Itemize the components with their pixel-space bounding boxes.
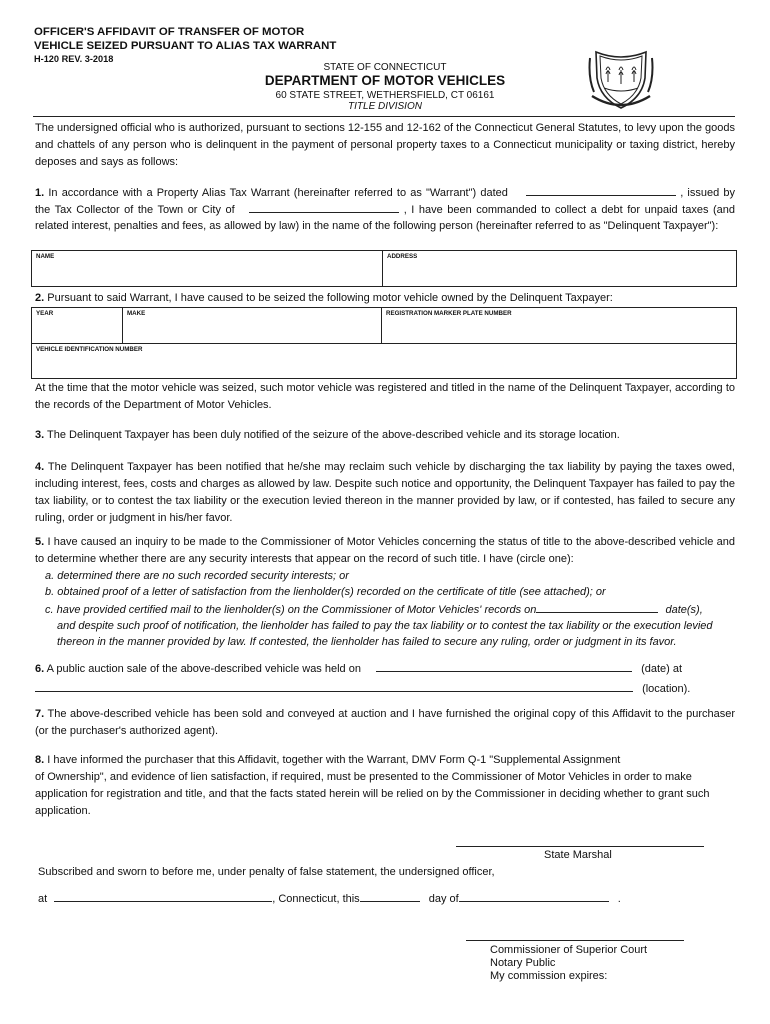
connecticut-state-seal-icon	[588, 48, 654, 112]
marshal-label: State Marshal	[544, 849, 612, 861]
oath-month-year-field[interactable]	[459, 890, 609, 902]
section-5-options	[45, 568, 737, 650]
oath-day-field[interactable]	[360, 890, 420, 902]
option-c-line-3: thereon in the manner provided by law. If contested, the lienholder has failed to secure any ruling, order or judgment in its favor.	[57, 636, 677, 649]
option-c-text: c. have provided certified mail to the lienholder(s) on the Commissioner of Motor Vehicles' records on	[45, 603, 537, 616]
section-1-text-a: In accordance with a Property Alias Tax Warrant (hereinafter referred to as "Warrant") dated	[48, 187, 508, 199]
section-1-number: 1.	[35, 187, 45, 199]
header-divider	[33, 116, 735, 117]
location-label: (location).	[642, 683, 691, 695]
commissioner-block	[490, 944, 647, 983]
form-revision: H-120 REV. 3-2018	[34, 54, 114, 64]
taxpayer-address-cell[interactable]	[383, 251, 737, 287]
department-address: 60 STATE STREET, WETHERSFIELD, CT 06161	[275, 90, 495, 101]
section-4-number: 4.	[35, 461, 45, 473]
vehicle-table	[31, 307, 737, 379]
section-2-after: At the time that the motor vehicle was seized, such motor vehicle was registered and titled in the name of the Delinquent Taxpayer, according to the records of the Department of Motor Vehicles.	[35, 382, 735, 411]
division-name: TITLE DIVISION	[348, 101, 422, 112]
department-name: DEPARTMENT OF MOTOR VEHICLES	[264, 73, 506, 88]
option-a[interactable]: a. determined there are no such recorded security interests; or	[45, 570, 349, 582]
commissioner-signature-line[interactable]	[466, 940, 684, 941]
section-8-line-1	[35, 752, 735, 769]
option-c[interactable]	[45, 601, 737, 618]
connecticut-this-label: , Connecticut, this	[272, 893, 360, 905]
section-7-text: The above-described vehicle has been sold and conveyed at auction and I have furnished the original copy of this Affidavit to the purchaser (or the purchaser's authorized agent).	[35, 708, 736, 737]
auction-date-field[interactable]	[376, 660, 632, 672]
oath-line	[38, 890, 621, 906]
year-label: YEAR	[36, 310, 54, 317]
certified-mail-date-field[interactable]	[536, 601, 658, 613]
taxpayer-table	[31, 250, 737, 287]
section-6-line-2	[35, 680, 735, 698]
form-title-line-1: OFFICER'S AFFIDAVIT OF TRANSFER OF MOTOR	[34, 26, 305, 38]
option-b[interactable]: b. obtained proof of a letter of satisfaction from the lienholder(s) recorded on the certificate of title (see attached); or	[45, 586, 606, 599]
vehicle-year-cell[interactable]	[32, 308, 123, 344]
oath-location-field[interactable]	[54, 890, 272, 902]
vin-label: VEHICLE IDENTIFICATION NUMBER	[36, 346, 143, 353]
option-c-end: date(s),	[665, 603, 703, 616]
section-8-line1: I have informed the purchaser that this Affidavit, together with the Warrant, DMV Form Q-1 "Supplemental Assignment	[47, 754, 621, 766]
section-5-text: I have caused an inquiry to be made to the Commissioner of Motor Vehicles concerning the status of title to the above-described vehicle and to determine whether there are any security interests that appear on the record of such title. I have (circle one):	[35, 536, 735, 565]
town-city-field[interactable]	[249, 201, 399, 213]
state-name: STATE OF CONNECTICUT	[323, 62, 447, 73]
section-1-line-1	[35, 184, 735, 202]
section-5-number: 5.	[35, 536, 45, 548]
section-6-number: 6.	[35, 663, 45, 675]
section-7-number: 7.	[35, 708, 45, 720]
section-1-text-c: the Tax Collector of the Town or City of	[35, 204, 235, 216]
date-at-label: (date) at	[641, 663, 683, 675]
option-c-line-2: and despite such proof of notification, the lienholder has failed to pay the tax liability or to contest the tax liability or the execution levied	[57, 619, 713, 632]
marshal-signature-line[interactable]	[456, 846, 704, 847]
warrant-date-field[interactable]	[526, 184, 676, 196]
section-5	[35, 534, 735, 568]
sworn-statement: Subscribed and sworn to before me, under penalty of false statement, the undersigned officer,	[38, 866, 495, 878]
notary-label: Notary Public	[490, 957, 556, 969]
at-label: at	[38, 893, 48, 905]
section-3	[35, 427, 735, 444]
section-7	[35, 706, 735, 740]
vin-cell[interactable]	[32, 344, 737, 379]
form-title	[34, 26, 336, 53]
form-title-line-2: VEHICLE SEIZED PURSUANT TO ALIAS TAX WARRANT	[34, 39, 337, 52]
name-label: NAME	[36, 253, 55, 260]
auction-location-field[interactable]	[35, 680, 633, 692]
taxpayer-name-cell[interactable]	[32, 251, 383, 287]
section-8-rest: of Ownership", and evidence of lien satisfaction, if required, must be presented to the Commissioner of Motor Vehicles in order to make application for registration and title, and that the facts stated herein will be relied on by the Commissioner in deciding whether to grant such application.	[35, 771, 710, 817]
address-label: ADDRESS	[387, 253, 418, 260]
section-3-text: The Delinquent Taxpayer has been duly notified of the seizure of the above-described vehicle and its storage location.	[47, 429, 620, 441]
commissioner-label: Commissioner of Superior Court	[490, 944, 648, 956]
section-1-text-b: , issued by	[680, 187, 736, 199]
section-6-text: A public auction sale of the above-described vehicle was held on	[46, 663, 361, 675]
plate-number-cell[interactable]	[382, 308, 737, 344]
make-label: MAKE	[127, 310, 146, 317]
section-6-line-1	[35, 660, 735, 678]
period: .	[617, 893, 621, 905]
commission-expires-label: My commission expires:	[490, 970, 608, 982]
section-3-number: 3.	[35, 429, 45, 441]
day-of-label: day of	[428, 893, 459, 905]
vehicle-make-cell[interactable]	[123, 308, 382, 344]
section-2-number: 2.	[35, 292, 45, 304]
intro-paragraph: The undersigned official who is authorized, pursuant to sections 12-155 and 12-162 of the Connecticut General Statutes, to levy upon the goods and chattels of any person who is delinquent in the payment of personal property taxes to a Connecticut municipality or taxing district, hereby deposes and says as follows:	[35, 122, 735, 168]
section-4	[35, 459, 735, 527]
section-2-text: Pursuant to said Warrant, I have caused to be seized the following motor vehicle owned by the Delinquent Taxpayer:	[47, 292, 613, 304]
section-4-text: The Delinquent Taxpayer has been notified that he/she may reclaim such vehicle by discharging the tax liability by paying the taxes owed, including interest, fees, costs and charges as allowed by law. Despite such notice and opportunity, the Delinquent Taxpayer has failed to pay the tax liability, or to contest the tax liability or the execution levied thereon in the manner provided by law, or if contested, has failed to secure any ruling, order or judgment in his/her favor.	[35, 461, 735, 524]
section-1-text-e: related interest, penalties and fees, as allowed by law) in the name of the following person (hereinafter referred to as "Delinquent Taxpayer"):	[35, 220, 719, 232]
section-1-line-2	[35, 201, 735, 219]
plate-label: REGISTRATION MARKER PLATE NUMBER	[386, 310, 512, 317]
section-1-text-d: , I have been commanded to collect a debt for unpaid taxes (and	[403, 204, 735, 216]
section-8-number: 8.	[35, 754, 45, 766]
section-2-line	[35, 290, 735, 307]
